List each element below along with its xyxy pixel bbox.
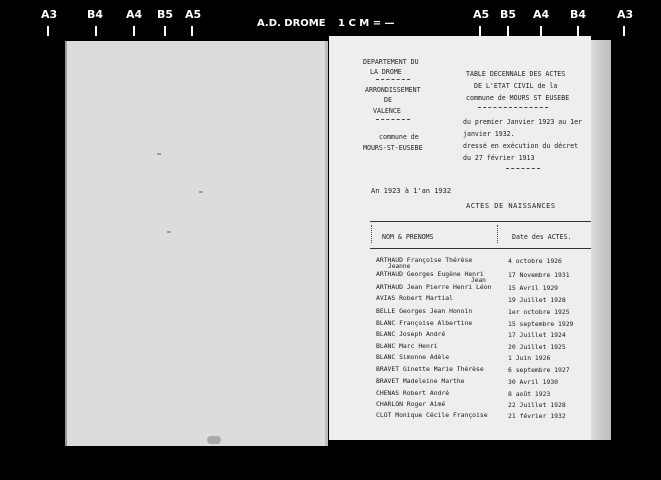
department-line-1: DEPARTEMENT DU [363, 58, 419, 66]
table-row-name: BLANC Françoise Albertine [376, 319, 473, 327]
size-label-left-5: A5 [185, 8, 202, 21]
table-row-date: 15 Avril 1929 [508, 284, 559, 292]
size-label-right-3: A4 [533, 8, 550, 21]
table-row-date: 17 Novembre 1931 [508, 271, 570, 279]
title-line-2: DE L'ETAT CIVIL de la [474, 82, 558, 90]
size-tick [133, 26, 135, 36]
table-row-name: CHENAS Robert André [376, 389, 450, 397]
period-line-2: janvier 1932. [463, 130, 515, 138]
table-row-date: 8 août 1923 [508, 390, 551, 398]
table-row-name: ARTHAUD Georges Eugène Henri [376, 270, 484, 278]
table-row-date: 1er octobre 1925 [508, 308, 570, 316]
table-header-rule [370, 248, 591, 249]
table-row-date: 1 Juin 1926 [508, 354, 551, 362]
size-tick [507, 26, 509, 36]
column-header-name: NOM & PRENOMS [382, 233, 434, 241]
table-row-date: 6 septembre 1927 [508, 366, 570, 374]
size-label-left-1: A3 [41, 8, 58, 21]
size-tick [95, 26, 97, 36]
paper-speck [199, 191, 203, 193]
table-row-date: 4 octobre 1926 [508, 257, 562, 265]
table-row-name: ARTHAUD Jean Pierre Henri Léon [376, 283, 492, 291]
size-tick [479, 26, 481, 36]
paper-speck [167, 231, 171, 233]
table-row-name: BRAVET Ginette Marie Thérèse [376, 365, 484, 373]
table-row-name: ARTHAUD Françoise Thérèse [376, 256, 473, 264]
table-row-date: 21 février 1932 [508, 412, 566, 420]
table-row-date: 19 Juillet 1928 [508, 296, 566, 304]
table-row-name: BELLE Georges Jean Honoin [376, 307, 473, 315]
table-row-name: CHARLON Roger Aimé [376, 400, 446, 408]
table-row-date: 30 Avril 1930 [508, 378, 559, 386]
table-row-name: AVIAS Robert Martial [376, 294, 453, 302]
size-tick [577, 26, 579, 36]
arrondissement-line-3: VALENCE [373, 107, 401, 115]
size-label-left-2: B4 [87, 8, 104, 21]
column-divider [371, 225, 372, 243]
paper-stain [207, 436, 221, 444]
page-fold-shadow [325, 41, 328, 446]
department-line-2: LA DROME [370, 68, 402, 76]
table-row-date: 17 Juillet 1924 [508, 331, 566, 339]
title-line-1: TABLE DECENNALE DES ACTES [466, 70, 566, 78]
table-row-date: 22 Juillet 1928 [508, 401, 566, 409]
commune-line-2: MOURS-ST-EUSEBE [363, 144, 423, 152]
table-row-date: 20 Juillet 1925 [508, 343, 566, 351]
size-tick [540, 26, 542, 36]
archive-label: A.D. DROME [257, 18, 326, 29]
column-divider [497, 225, 498, 243]
column-header-date: Date des ACTES. [512, 233, 572, 241]
separator [506, 168, 540, 169]
size-tick [623, 26, 625, 36]
period-range: An 1923 à 1'an 1932 [371, 187, 452, 195]
period-line-1: du premier Janvier 1923 au 1er [463, 118, 583, 126]
table-row-name: BLANC Simonne Adèle [376, 353, 450, 361]
film-header-strip [0, 0, 661, 36]
left-page-blank [65, 41, 328, 446]
size-tick [47, 26, 49, 36]
table-top-rule [370, 221, 591, 222]
paper-speck [157, 153, 161, 155]
decree-line-2: du 27 février 1913 [463, 154, 535, 162]
separator [376, 79, 410, 80]
size-label-right-4: B4 [570, 8, 587, 21]
size-tick [164, 26, 166, 36]
arrondissement-line-1: ARRONDISSEMENT [365, 86, 421, 94]
scale-label: 1 C M = — [338, 18, 395, 29]
table-row-name-continuation: Jean [471, 277, 486, 284]
table-row-name: BRAVET Madeleine Marthe [376, 377, 465, 385]
table-row-date: 15 septembre 1929 [508, 320, 574, 328]
page-edge-shadow [591, 40, 611, 440]
size-label-left-4: B5 [157, 8, 174, 21]
table-row-name: BLANC Marc Henri [376, 342, 438, 350]
arrondissement-line-2: DE [384, 96, 392, 104]
size-tick [191, 26, 193, 36]
decree-line-1: dressé en exécution du décret [463, 142, 579, 150]
section-title: ACTES DE NAISSANCES [466, 202, 556, 210]
size-label-right-2: B5 [500, 8, 517, 21]
table-row-name: CLOT Monique Cécile Françoise [376, 411, 488, 419]
table-row-name: BLANC Joseph André [376, 330, 446, 338]
size-label-right-5: A3 [617, 8, 634, 21]
title-line-3: commune de MOURS ST EUSEBE [466, 94, 570, 102]
commune-line-1: commune de [379, 133, 419, 141]
table-row-name-continuation: Jeanne [388, 263, 411, 270]
size-label-right-1: A5 [473, 8, 490, 21]
separator [376, 119, 410, 120]
separator [478, 107, 548, 108]
size-label-left-3: A4 [126, 8, 143, 21]
